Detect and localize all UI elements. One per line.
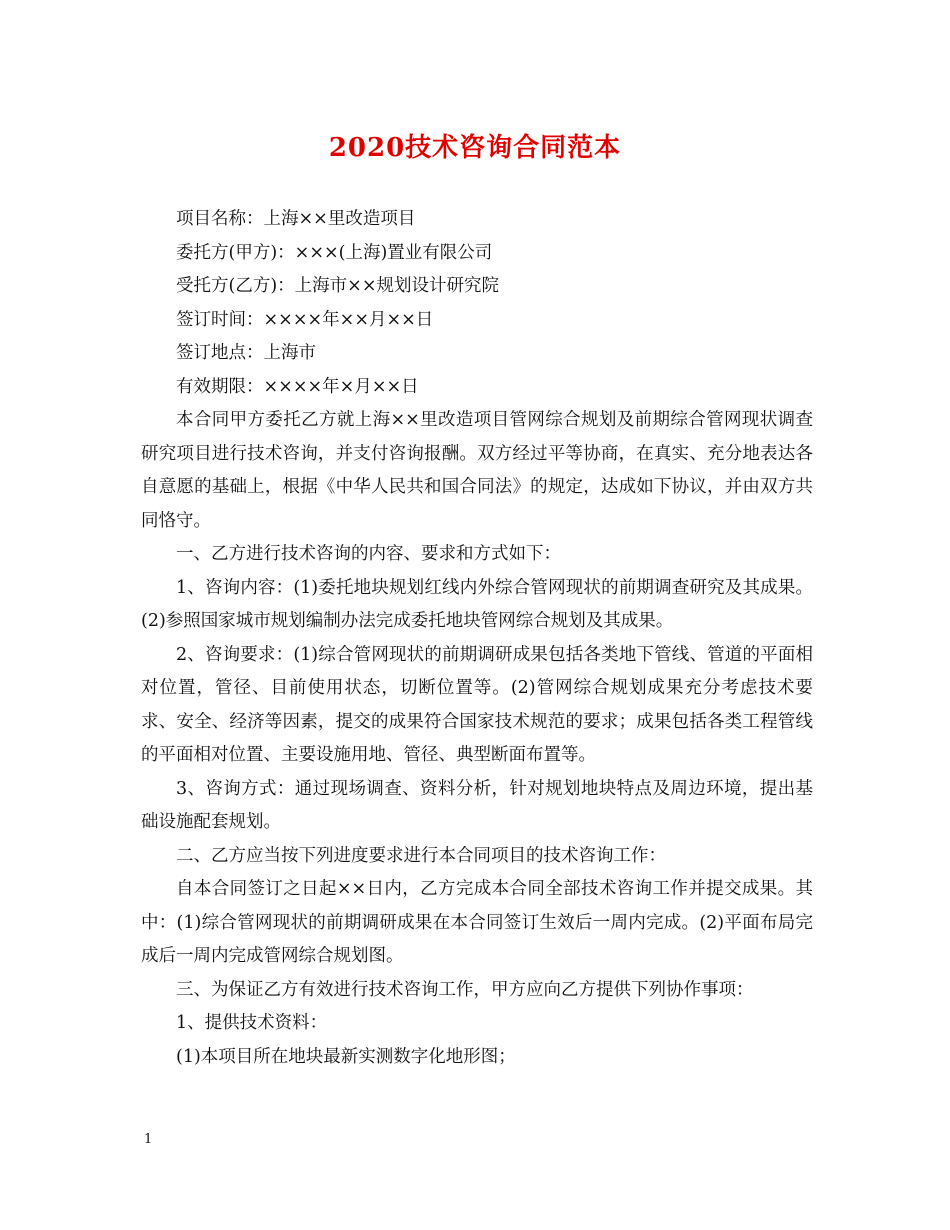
paragraph-section-3-heading: 三、为保证乙方有效进行技术咨询工作，甲方应向乙方提供下列协作事项： <box>176 979 754 1000</box>
page-number: 1 <box>144 1132 153 1147</box>
document-body <box>141 203 813 1074</box>
paragraph-project-name: 项目名称：上海××里改造项目 <box>176 209 416 229</box>
paragraph-preamble: 本合同甲方委托乙方就上海××里改造项目管网综合规划及前期综合管网现状调查研究项目进行技术咨询，并支付咨询报酬。双方经过平等协商，在真实、充分地表达各自意愿的基础上，根据《中华人民共和国合同法》的规定，达成如下协议，并由双方共同恪守。 <box>141 410 813 531</box>
paragraph-consult-content: 1、咨询内容：(1)委托地块规划红线内外综合管网现状的前期调查研究及其成果。(2)参照国家城市规划编制办法完成委托地块管网综合规划及其成果。 <box>141 577 813 631</box>
paragraph-contractor: 受托方(乙方)：上海市××规划设计研究院 <box>176 276 499 296</box>
paragraph-topographic-map: (1)本项目所在地块最新实测数字化地形图； <box>176 1046 516 1067</box>
paragraph-client: 委托方(甲方)：×××(上海)置业有限公司 <box>176 242 493 263</box>
paragraph-sign-place: 签订地点：上海市 <box>176 343 316 363</box>
paragraph-tech-materials: 1、提供技术资料： <box>176 1013 328 1033</box>
paragraph-consult-method: 3、咨询方式：通过现场调查、资料分析，针对规划地块特点及周边环境，提出基础设施配套规划。 <box>141 778 813 832</box>
paragraph-schedule: 自本合同签订之日起××日内，乙方完成本合同全部技术咨询工作并提交成果。其中：(1)综合管网现状的前期调研成果在本合同签订生效后一周内完成。(2)平面布局完成后一周内完成管网综合规划图。 <box>141 879 813 966</box>
document-title: 2020技术咨询合同范本 <box>328 133 622 163</box>
paragraph-section-2-heading: 二、乙方应当按下列进度要求进行本合同项目的技术咨询工作： <box>176 845 666 866</box>
paragraph-consult-requirements: 2、咨询要求：(1)综合管网现状的前期调研成果包括各类地下管线、管道的平面相对位置，管径、目前使用状态，切断位置等。(2)管网综合规划成果充分考虑技术要求、安全、经济等因素，提交的成果符合国家技术规范的要求；成果包括各类工程管线的平面相对位置、主要设施用地、管径、典型断面布置等。 <box>141 644 813 765</box>
paragraph-validity: 有效期限：××××年×月××日 <box>176 376 419 397</box>
paragraph-sign-date: 签订时间：××××年××月××日 <box>176 309 434 330</box>
paragraph-section-1-heading: 一、乙方进行技术咨询的内容、要求和方式如下： <box>176 544 561 564</box>
